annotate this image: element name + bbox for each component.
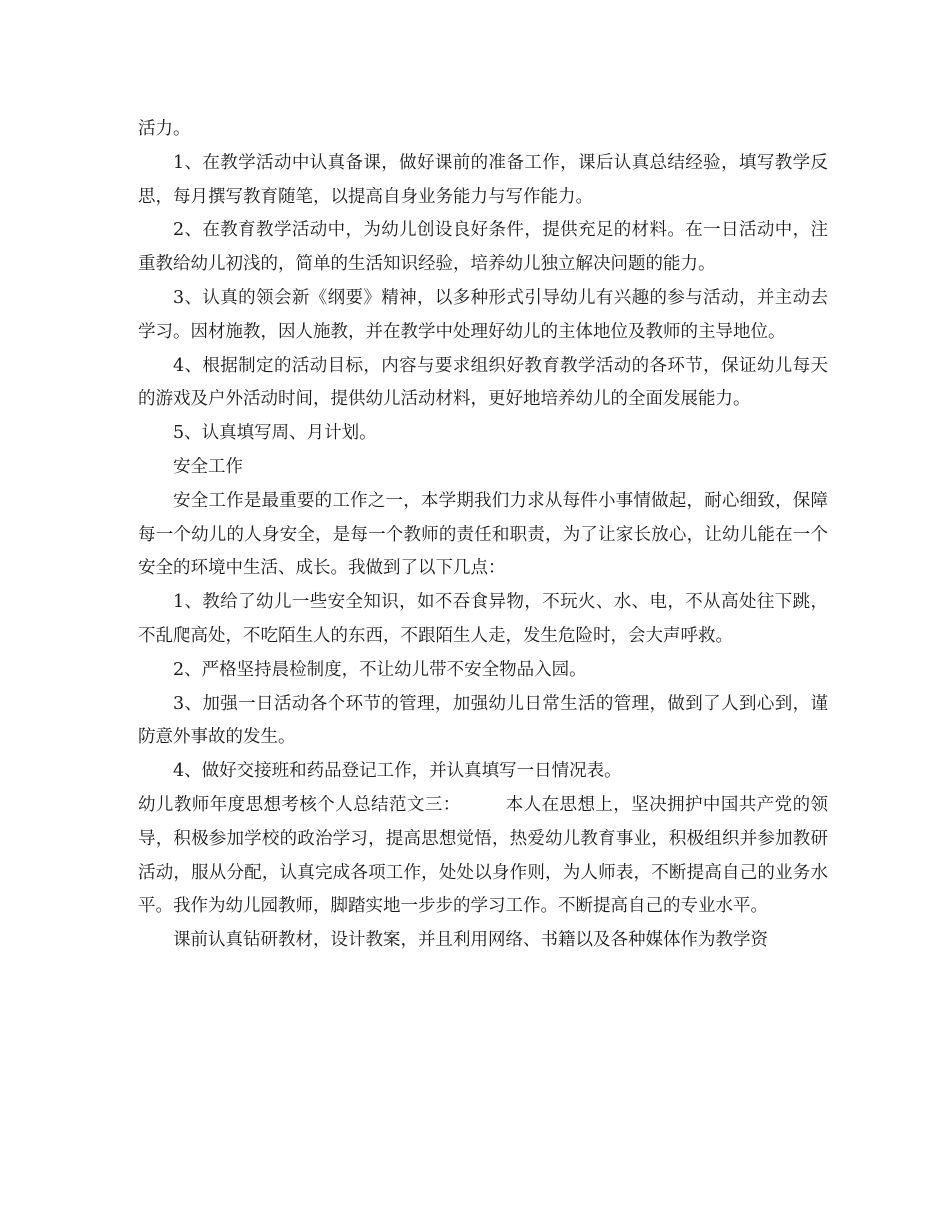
paragraph-teaching-item-5: 5、认真填写周、月计划。 bbox=[173, 423, 377, 444]
paragraph-safety-item-3: 3、加强一日活动各个环节的管理，加强幼儿日常生活的管理，做到了人到心到，谨防意外事故的发生。 bbox=[138, 693, 828, 748]
paragraph-lesson-prep: 课前认真钻研教材，设计教案，并且利用网络、书籍以及各种媒体作为教学资 bbox=[173, 930, 768, 951]
paragraph-teaching-item-3: 3、认真的领会新《纲要》精神，以多种形式引导幼儿有兴趣的参与活动，并主动去学习。因材施教，因人施教，并在教学中处理好幼儿的主体地位及教师的主导地位。 bbox=[138, 287, 828, 342]
paragraph-safety-intro: 安全工作是最重要的工作之一，本学期我们力求从每件小事情做起，耐心细致，保障每一个幼儿的人身安全，是每一个教师的责任和职责，为了让家长放心，让幼儿能在一个安全的环境中生活、成长。我做到了以下几点： bbox=[138, 490, 828, 579]
paragraph-safety-item-1: 1、教给了幼儿一些安全知识，如不吞食异物，不玩火、水、电，不从高处往下跳，不乱爬高处，不吃陌生人的东西，不跟陌生人走，发生危险时，会大声呼救。 bbox=[138, 592, 828, 646]
paragraph-safety-item-2: 2、严格坚持晨检制度，不让幼儿带不安全物品入园。 bbox=[173, 659, 587, 680]
paragraph-teaching-item-4: 4、根据制定的活动目标，内容与要求组织好教育教学活动的各环节，保证幼儿每天的游戏及户外活动时间，提供幼儿活动材料，更好地培养幼儿的全面发展能力。 bbox=[138, 355, 828, 410]
section-heading-safety: 安全工作 bbox=[173, 456, 243, 477]
paragraph-teaching-item-2: 2、在教育教学活动中，为幼儿创设良好条件，提供充足的材料。在一日活动中，注重教给幼儿初浅的，简单的生活知识经验，培养幼儿独立解决问题的能力。 bbox=[138, 220, 828, 275]
document-page bbox=[138, 113, 828, 958]
paragraph-safety-item-4: 4、做好交接班和药品登记工作，并认真填写一日情况表。 bbox=[173, 761, 622, 782]
paragraph-continuation: 活力。 bbox=[138, 119, 191, 139]
paragraph-sample-three: 幼儿教师年度思想考核个人总结范文三： 本人在思想上，坚决拥护中国共产党的领导，积极参加学校的政治学习，提高思想觉悟，热爱幼儿教育事业，积极组织并参加教研活动，服从分配，认真完成各项工作，处处以身作则，为人师表，不断提高自己的业务水平。我作为幼儿园教师，脚踏实地一步步的学习工作。不断提高自己的专业水平。 bbox=[138, 794, 828, 917]
paragraph-teaching-item-1: 1、在教学活动中认真备课，做好课前的准备工作，课后认真总结经验，填写教学反思，每月撰写教育随笔，以提高自身业务能力与写作能力。 bbox=[138, 152, 828, 207]
